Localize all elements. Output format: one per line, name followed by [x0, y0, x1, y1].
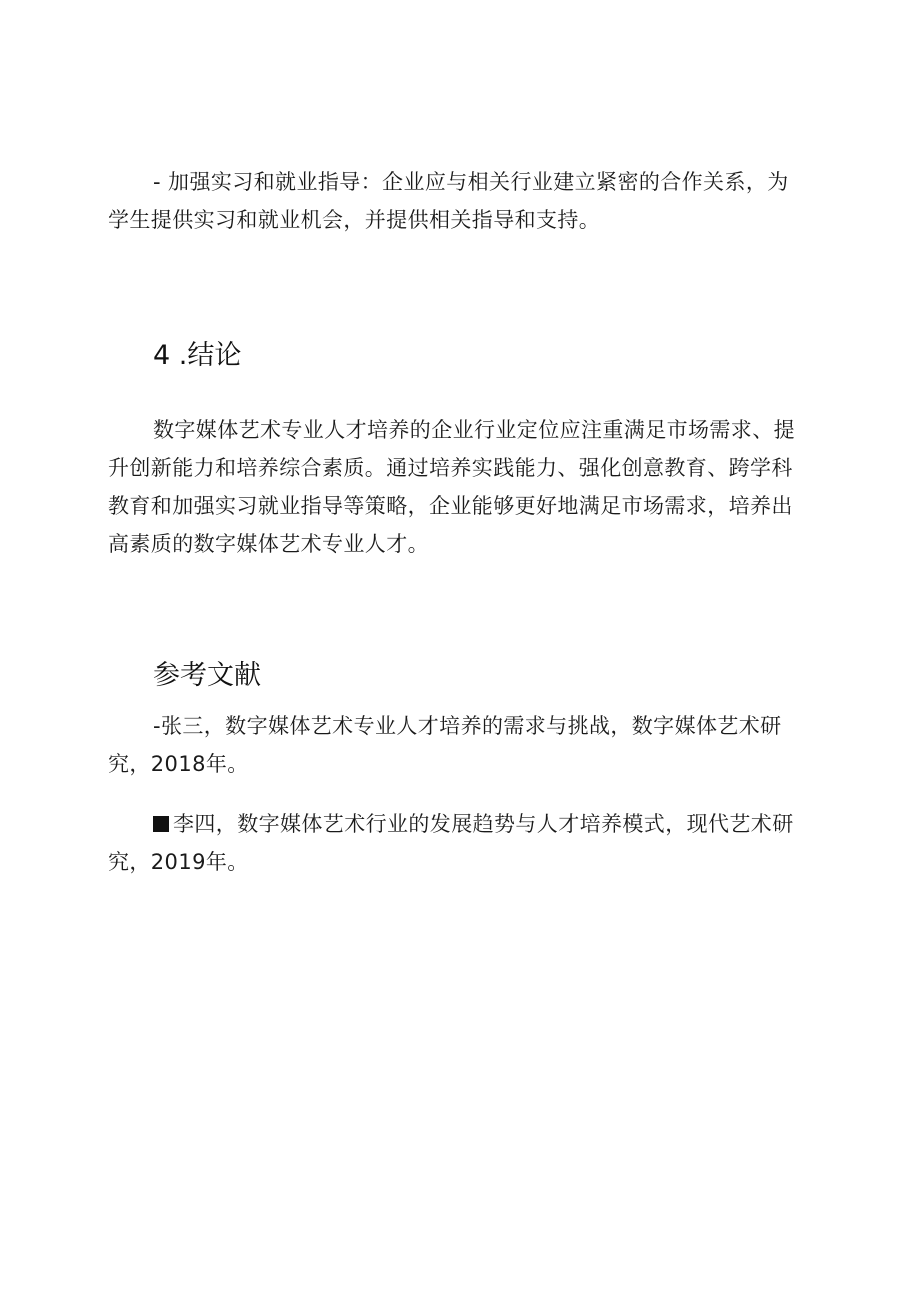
reference-item	[108, 707, 808, 783]
conclusion-heading: 4 .结论	[153, 340, 242, 371]
reference-marker: -	[153, 714, 161, 738]
reference-text: 张三，数字媒体艺术专业人才培养的需求与挑战，数字媒体艺术研究，2018年。	[108, 714, 782, 776]
conclusion-paragraph: 数字媒体艺术专业人才培养的企业行业定位应注重满足市场需求、提升创新能力和培养综合素质。通过培养实践能力、强化创意教育、跨学科教育和加强实习就业指导等策略，企业能够更好地满足市场需求，培养出高素质的数字媒体艺术专业人才。	[108, 418, 795, 556]
black-square-icon	[153, 816, 169, 832]
reference-text: 李四，数字媒体艺术行业的发展趋势与人才培养模式，现代艺术研究，2019年。	[108, 812, 794, 874]
bullet-internship-guidance: - 加强实习和就业指导：企业应与相关行业建立紧密的合作关系，为学生提供实习和就业机会，并提供相关指导和支持。	[108, 170, 789, 232]
reference-item	[108, 805, 808, 881]
references-heading: 参考文献	[153, 660, 261, 691]
